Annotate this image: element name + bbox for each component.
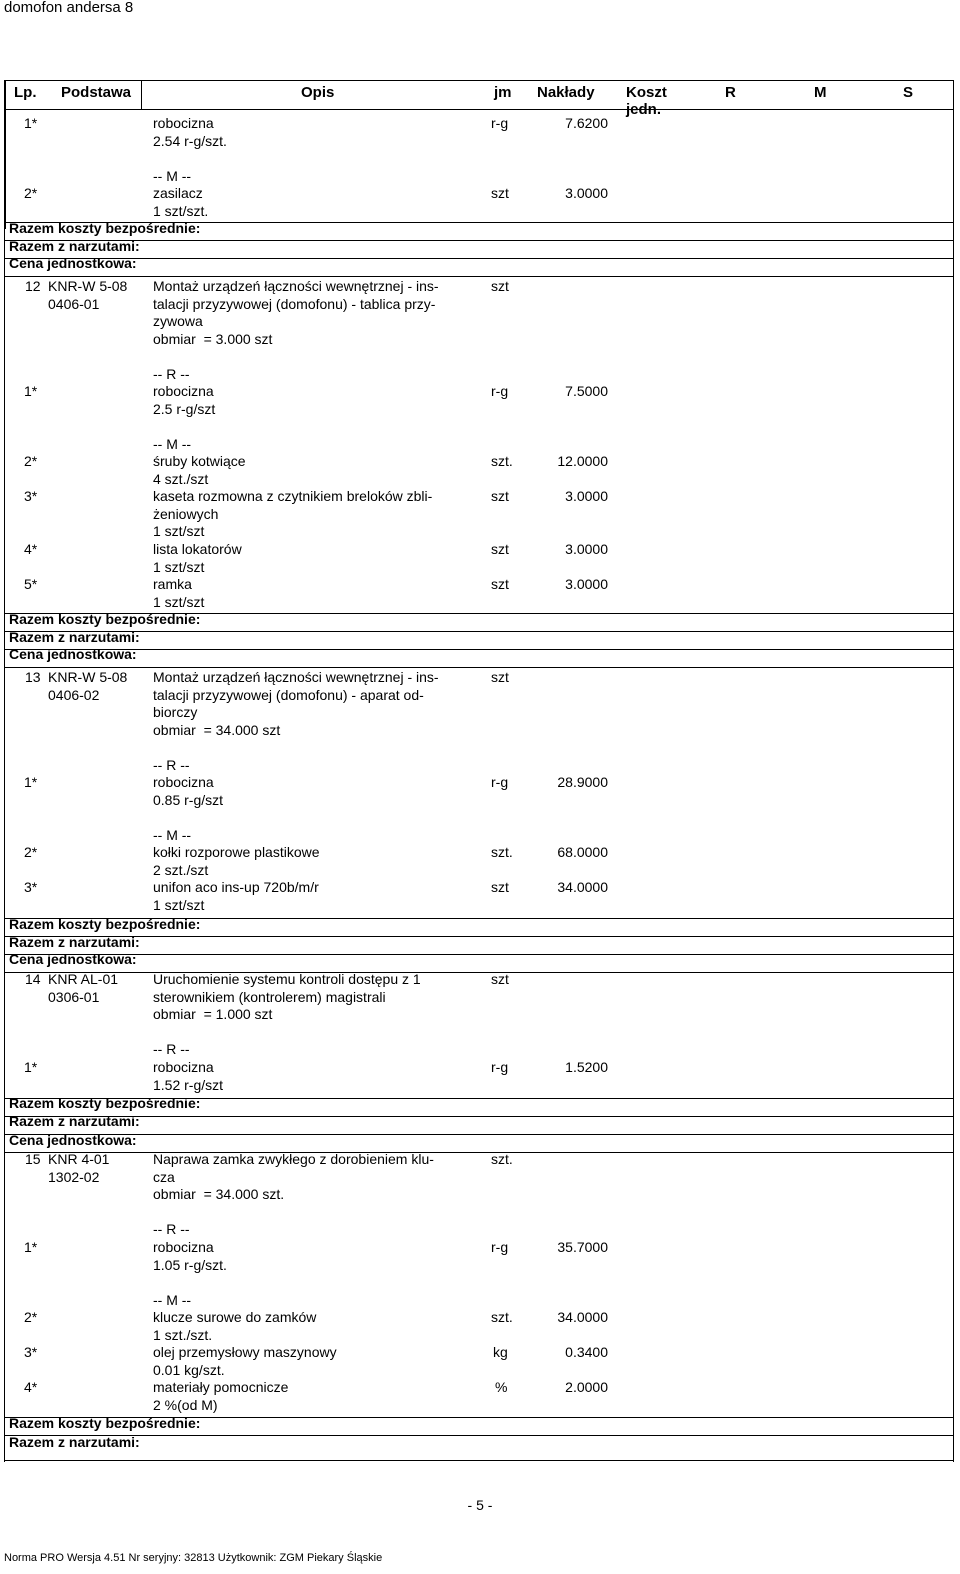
table-cell: kg <box>493 1344 508 1360</box>
table-cell: Montaż urządzeń łączności wewnętrznej - ins- <box>153 669 439 685</box>
table-cell: KNR AL-01 <box>48 971 119 987</box>
table-cell: 1* <box>24 1239 38 1255</box>
table-cell: obmiar = 1.000 szt <box>153 1006 273 1022</box>
header-opis: Opis <box>301 84 335 101</box>
table-cell: Razem koszty bezpośrednie: <box>9 916 201 932</box>
table-cell: olej przemysłowy maszynowy <box>153 1344 337 1360</box>
row-rule <box>5 1152 953 1153</box>
header-podstawa: Podstawa <box>61 84 132 101</box>
table-cell: 12.0000 <box>557 453 608 469</box>
table-cell: 1 szt/szt <box>153 897 205 913</box>
header-koszt: Koszt <box>626 84 667 101</box>
table-cell: 34.0000 <box>557 1309 608 1325</box>
table-cell: 2* <box>24 844 38 860</box>
table-cell: KNR-W 5-08 <box>48 669 128 685</box>
table-cell: 1* <box>24 1059 38 1075</box>
table-cell: robocizna <box>153 1059 214 1075</box>
table-cell: Cena jednostkowa: <box>9 1132 137 1148</box>
table-cell: 0406-01 <box>48 296 100 312</box>
table-cell: szt. <box>491 1309 513 1325</box>
table-cell: KNR 4-01 <box>48 1151 110 1167</box>
table-cell: Razem koszty bezpośrednie: <box>9 220 201 236</box>
table-cell: materiały pomocnicze <box>153 1379 289 1395</box>
table-cell: 1.5200 <box>565 1059 608 1075</box>
table-cell: zasilacz <box>153 185 203 201</box>
cost-table <box>4 80 954 1462</box>
table-cell: robocizna <box>153 774 214 790</box>
table-cell: żeniowych <box>153 506 219 522</box>
table-cell: 1.52 r-g/szt <box>153 1077 224 1093</box>
table-cell: Cena jednostkowa: <box>9 951 137 967</box>
table-cell: kołki rozporowe plastikowe <box>153 844 320 860</box>
table-cell: szt. <box>491 1151 513 1167</box>
table-cell: Naprawa zamka zwykłego z dorobieniem klu- <box>153 1151 434 1167</box>
table-cell: 14 <box>25 971 41 987</box>
software-footer: Norma PRO Wersja 4.51 Nr seryjny: 32813 Użytkownik: ZGM Piekary Śląskie <box>4 1552 383 1564</box>
row-rule <box>5 954 953 955</box>
col-divider <box>141 80 142 110</box>
table-cell: 1302-02 <box>48 1169 100 1185</box>
table-cell: 68.0000 <box>557 844 608 860</box>
table-cell: 3.0000 <box>565 488 608 504</box>
row-rule <box>5 240 953 241</box>
table-cell: -- R -- <box>153 1221 190 1237</box>
row-rule <box>5 936 953 937</box>
header-s: S <box>903 84 914 101</box>
table-cell: 4* <box>24 541 38 557</box>
table-cell: 2.54 r-g/szt. <box>153 133 227 149</box>
table-cell: Razem koszty bezpośrednie: <box>9 1095 201 1111</box>
table-cell: Razem z narzutami: <box>9 934 140 950</box>
table-cell: sterownikiem (kontrolerem) magistrali <box>153 989 386 1005</box>
table-cell: szt <box>491 185 509 201</box>
table-cell: r-g <box>491 1239 509 1255</box>
table-cell: -- M -- <box>153 1292 192 1308</box>
table-cell: 1* <box>24 383 38 399</box>
table-cell: obmiar = 34.000 szt <box>153 722 281 738</box>
table-cell: Uruchomienie systemu kontroli dostępu z 1 <box>153 971 421 987</box>
table-cell: ramka <box>153 576 192 592</box>
row-rule <box>5 276 953 277</box>
table-cell: 3.0000 <box>565 576 608 592</box>
table-top-rule <box>5 80 953 81</box>
table-cell: 4 szt./szt <box>153 471 209 487</box>
table-cell: 0.3400 <box>565 1344 608 1360</box>
table-cell: r-g <box>491 115 509 131</box>
header-rule <box>5 109 953 110</box>
table-cell: r-g <box>491 1059 509 1075</box>
table-cell: 34.0000 <box>557 879 608 895</box>
document-title: domofon andersa 8 <box>4 0 134 16</box>
row-rule <box>5 631 953 632</box>
table-cell: robocizna <box>153 1239 214 1255</box>
table-cell: -- M -- <box>153 827 192 843</box>
table-cell: 3.0000 <box>565 541 608 557</box>
table-cell: Razem z narzutami: <box>9 629 140 645</box>
table-cell: 1 szt/szt <box>153 523 205 539</box>
table-cell: 3* <box>24 1344 38 1360</box>
row-rule <box>5 258 953 259</box>
table-cell: 7.5000 <box>565 383 608 399</box>
table-cell: 2.0000 <box>565 1379 608 1395</box>
table-cell: Razem koszty bezpośrednie: <box>9 1415 201 1431</box>
table-cell: biorczy <box>153 704 198 720</box>
table-cell: talacji przyzywowej (domofonu) - aparat od- <box>153 687 424 703</box>
table-cell: 0.01 kg/szt. <box>153 1362 225 1378</box>
table-cell: 1* <box>24 774 38 790</box>
table-cell: r-g <box>491 774 509 790</box>
table-cell: -- M -- <box>153 436 192 452</box>
header-jm: jm <box>494 84 512 101</box>
table-cell: 2* <box>24 1309 38 1325</box>
table-cell: 3.0000 <box>565 185 608 201</box>
table-cell: klucze surowe do zamków <box>153 1309 317 1325</box>
table-cell: szt <box>491 669 509 685</box>
table-cell: talacji przyzywowej (domofonu) - tablica przy- <box>153 296 436 312</box>
table-cell: 2* <box>24 185 38 201</box>
table-cell: 1* <box>24 115 38 131</box>
table-cell: zywowa <box>153 313 203 329</box>
table-cell: kaseta rozmowna z czytnikiem breloków zbli- <box>153 488 433 504</box>
table-cell: 0.85 r-g/szt <box>153 792 224 808</box>
table-cell: -- R -- <box>153 366 190 382</box>
table-cell: szt <box>491 879 509 895</box>
table-cell: 1 szt/szt <box>153 594 205 610</box>
table-cell: -- M -- <box>153 168 192 184</box>
table-cell: 2* <box>24 453 38 469</box>
table-cell: 13 <box>25 669 41 685</box>
table-cell: 0406-02 <box>48 687 100 703</box>
table-cell: szt <box>491 488 509 504</box>
table-cell: 1.05 r-g/szt. <box>153 1257 227 1273</box>
table-cell: 0306-01 <box>48 989 100 1005</box>
table-cell: -- R -- <box>153 757 190 773</box>
row-rule <box>5 649 953 650</box>
table-cell: szt. <box>491 453 513 469</box>
table-cell: 3* <box>24 488 38 504</box>
header-koszt-jedn: jedn. <box>626 101 662 118</box>
table-cell: 28.9000 <box>557 774 608 790</box>
table-cell: Razem koszty bezpośrednie: <box>9 611 201 627</box>
table-cell: obmiar = 3.000 szt <box>153 331 273 347</box>
table-cell: 15 <box>25 1151 41 1167</box>
table-cell: szt <box>491 971 509 987</box>
table-cell: 1 szt/szt <box>153 559 205 575</box>
table-cell: unifon aco ins-up 720b/m/r <box>153 879 319 895</box>
header-naklady: Nakłady <box>537 84 595 101</box>
table-cell: 1 szt./szt. <box>153 1327 213 1343</box>
table-cell: robocizna <box>153 115 214 131</box>
header-r: R <box>725 84 736 101</box>
table-cell: 1 szt/szt. <box>153 203 209 219</box>
table-cell: % <box>495 1379 508 1395</box>
table-cell: 12 <box>25 278 41 294</box>
row-rule <box>5 1116 953 1117</box>
table-bottom-rule <box>5 1460 953 1461</box>
table-cell: 2 szt./szt <box>153 862 209 878</box>
table-cell: 7.6200 <box>565 115 608 131</box>
table-cell: Razem z narzutami: <box>9 1113 140 1129</box>
table-cell: Razem z narzutami: <box>9 1434 140 1450</box>
table-cell: Cena jednostkowa: <box>9 255 137 271</box>
table-cell: -- R -- <box>153 1041 190 1057</box>
table-cell: szt. <box>491 844 513 860</box>
table-cell: lista lokatorów <box>153 541 242 557</box>
row-rule <box>5 667 953 668</box>
table-cell: cza <box>153 1169 175 1185</box>
table-cell: śruby kotwiące <box>153 453 246 469</box>
table-cell: robocizna <box>153 383 214 399</box>
table-cell: szt <box>491 576 509 592</box>
table-cell: 2.5 r-g/szt <box>153 401 216 417</box>
table-cell: Cena jednostkowa: <box>9 646 137 662</box>
table-cell: r-g <box>491 383 509 399</box>
table-cell: 2 %(od M) <box>153 1397 218 1413</box>
table-cell: szt <box>491 278 509 294</box>
row-rule <box>5 1134 953 1135</box>
table-cell: 5* <box>24 576 38 592</box>
table-cell: szt <box>491 541 509 557</box>
col-divider <box>5 80 6 229</box>
table-cell: 35.7000 <box>557 1239 608 1255</box>
table-cell: Montaż urządzeń łączności wewnętrznej - ins- <box>153 278 439 294</box>
table-cell: 3* <box>24 879 38 895</box>
header-lp: Lp. <box>14 84 37 101</box>
table-cell: Razem z narzutami: <box>9 238 140 254</box>
row-rule <box>5 1435 953 1436</box>
header-m: M <box>814 84 827 101</box>
table-cell: 4* <box>24 1379 38 1395</box>
table-cell: KNR-W 5-08 <box>48 278 128 294</box>
row-rule <box>5 972 953 973</box>
table-cell: obmiar = 34.000 szt. <box>153 1186 285 1202</box>
page-number: - 5 - <box>467 1497 493 1513</box>
